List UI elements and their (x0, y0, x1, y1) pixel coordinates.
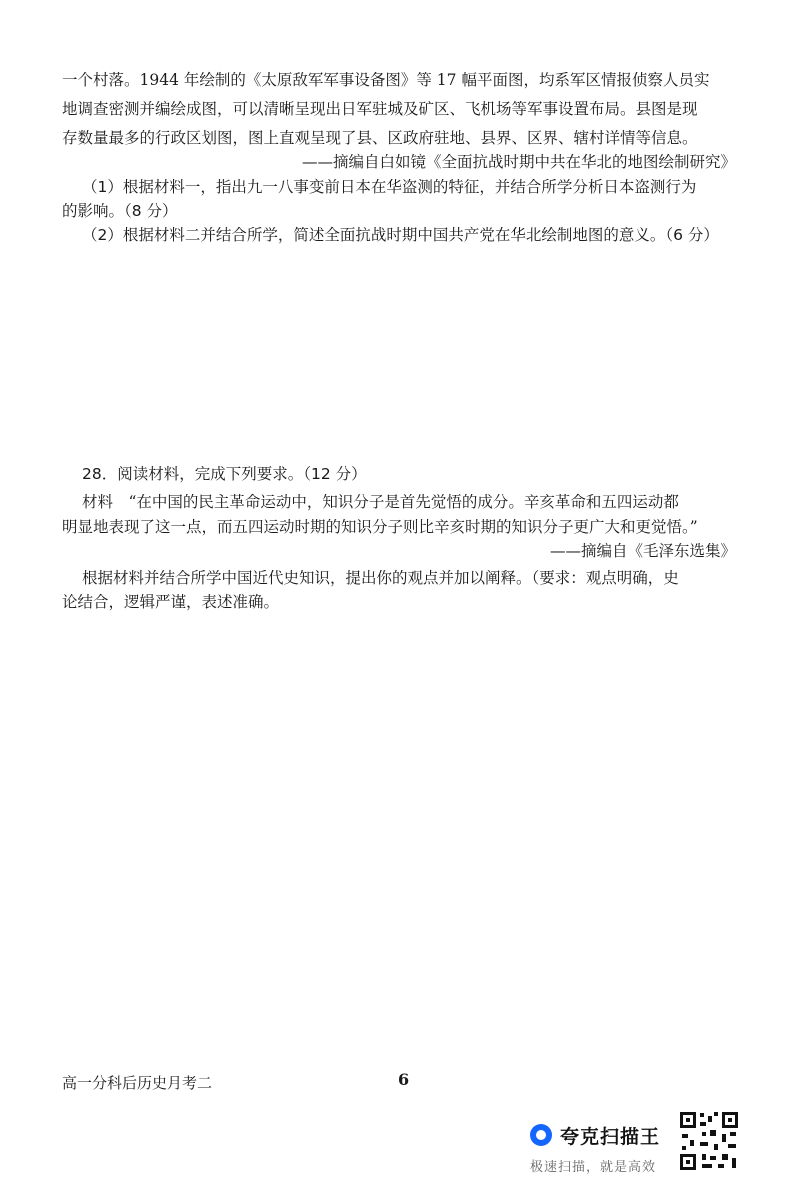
question-1-line-1: （1）根据材料一，指出九一八事变前日本在华盗测的特征，并结合所学分析日本盗测行为 (82, 178, 697, 196)
question-28-material-line-2: 明显地表现了这一点，而五四运动时期的知识分子则比辛亥时期的知识分子更广大和更觉悟。” (62, 518, 698, 536)
material-text-line-2: 地调查密测并编绘成图，可以清晰呈现出日军驻城及矿区、飞机场等军事设置布局。县图是现 (62, 100, 698, 118)
watermark-slogan: 极速扫描，就是高效 (530, 1160, 657, 1175)
question-28-requirement-line-1: 根据材料并结合所学中国近代史知识，提出你的观点并加以阐释。（要求：观点明确，史 (82, 569, 679, 587)
question-28-requirement-line-2: 论结合，逻辑严谨，表述准确。 (62, 593, 280, 611)
footer-exam-name: 高一分科后历史月考二 (62, 1074, 213, 1092)
question-28-title: 28．阅读材料，完成下列要求。（12 分） (82, 465, 367, 483)
quark-logo-icon (530, 1124, 552, 1146)
source-citation-1: ——摘编自白如镜《全面抗战时期中共在华北的地图绘制研究》 (301, 153, 736, 171)
watermark-brand-name: 夸克扫描王 (560, 1126, 661, 1148)
footer-page-number: 6 (398, 1070, 410, 1089)
question-2: （2）根据材料二并结合所学，简述全面抗战时期中国共产党在华北绘制地图的意义。（6 分） (82, 226, 719, 244)
question-28-material-line-1: 材料 “在中国的民主革命运动中，知识分子是首先觉悟的成分。辛亥革命和五四运动都 (82, 493, 679, 511)
scanner-watermark (526, 1118, 676, 1178)
material-text-line-1: 一个村落。1944 年绘制的《太原敌军军事设备图》等 17 幅平面图，均系军区情报侦察人员实 (62, 71, 710, 89)
material-text-line-3: 存数量最多的行政区划图，图上直观呈现了县、区政府驻地、县界、区界、辖村详情等信息。 (62, 129, 698, 147)
qr-code-icon (678, 1110, 740, 1172)
source-citation-2: ——摘编自《毛泽东选集》 (549, 542, 736, 560)
question-1-line-2: 的影响。（8 分） (62, 202, 178, 220)
